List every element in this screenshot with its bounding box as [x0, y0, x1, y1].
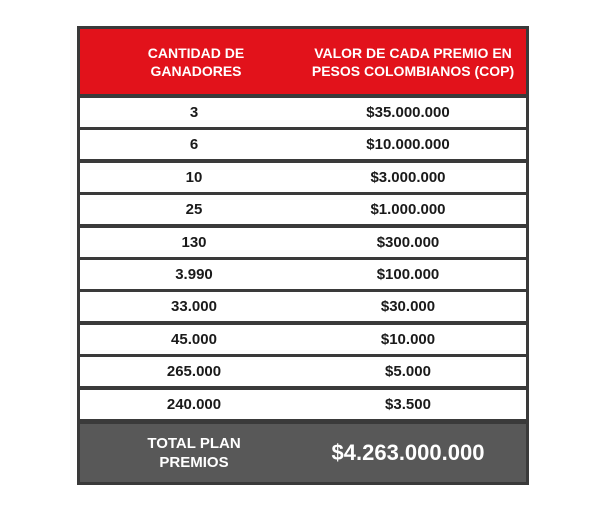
winners-cell: 3: [189, 104, 199, 121]
winners-cell: 130: [181, 233, 207, 251]
winners-cell: 3.990: [175, 265, 213, 283]
header-prize-value: [308, 44, 526, 80]
prize-table: [77, 26, 529, 485]
table-row: [80, 390, 526, 419]
table-row: [80, 260, 526, 289]
header-prize-line-1: VALOR DE CADA PREMIO EN: [314, 44, 512, 61]
table-header: [80, 29, 526, 94]
table-row: [80, 98, 526, 127]
table-row: [80, 325, 526, 354]
prize-cell: $5.000: [385, 363, 431, 381]
table-body: [80, 98, 526, 422]
prize-cell: $3.000.000: [370, 168, 446, 186]
total-label-line-1: TOTAL PLAN: [147, 435, 241, 452]
table-row: [80, 163, 526, 192]
table-row: [80, 357, 526, 386]
prize-cell: $10.000: [380, 330, 436, 348]
table-row: [80, 130, 526, 159]
prize-cell: $3.500: [385, 395, 431, 413]
winners-cell: 265.000: [166, 363, 222, 381]
prize-cell: $1.000.000: [370, 201, 446, 219]
winners-cell: 45.000: [171, 330, 217, 348]
prize-cell: $300.000: [376, 233, 440, 251]
total-value: $4.263.000.000: [331, 440, 485, 465]
header-winners-line-1: CANTIDAD DE: [147, 44, 245, 61]
table-row: [80, 292, 526, 321]
winners-cell: 33.000: [171, 298, 217, 316]
total-row: [80, 424, 526, 482]
winners-cell: 25: [185, 201, 203, 219]
winners-cell: 240.000: [166, 395, 222, 413]
header-winners-line-2: GANADORES: [150, 62, 242, 79]
prize-cell: $10.000.000: [366, 136, 450, 154]
header-winners-count: [80, 44, 308, 80]
prize-cell: $100.000: [376, 265, 440, 283]
winners-cell: 6: [189, 136, 199, 154]
header-prize-line-2: PESOS COLOMBIANOS (COP): [311, 62, 515, 79]
prize-cell: $35.000.000: [366, 104, 450, 121]
total-label-line-2: PREMIOS: [159, 454, 229, 471]
prize-cell: $30.000: [380, 298, 436, 316]
table-row: [80, 228, 526, 257]
table-row: [80, 195, 526, 224]
winners-cell: 10: [185, 168, 203, 186]
total-label: [80, 434, 308, 472]
